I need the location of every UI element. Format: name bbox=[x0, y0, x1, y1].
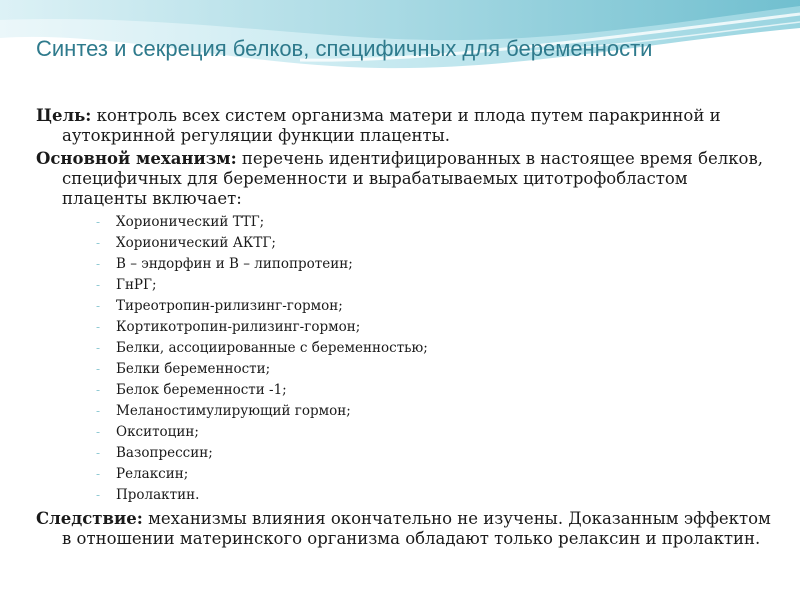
list-item-text: Меланостимулирующий гормон; bbox=[116, 403, 351, 419]
list-item bbox=[96, 233, 776, 254]
dash-bullet-icon: - bbox=[96, 341, 101, 355]
slide-body bbox=[36, 106, 776, 552]
dash-bullet-icon: - bbox=[96, 236, 101, 250]
slide-title: Синтез и секреция белков, специфичных для беременности bbox=[36, 36, 653, 61]
dash-bullet-icon: - bbox=[96, 320, 101, 334]
list-item-text: Хорионический ТТГ; bbox=[116, 214, 265, 230]
dash-bullet-icon: - bbox=[96, 446, 101, 460]
list-item bbox=[96, 338, 776, 359]
dash-bullet-icon: - bbox=[96, 404, 101, 418]
list-item bbox=[96, 422, 776, 443]
list-item-text: ГнРГ; bbox=[116, 277, 157, 293]
consequence-text: механизмы влияния окончательно не изучены. Доказанным эффектом в отношении материнского организма обладают только релаксин и пролактин. bbox=[62, 509, 771, 548]
list-item bbox=[96, 464, 776, 485]
list-item-text: Пролактин. bbox=[116, 487, 200, 503]
dash-bullet-icon: - bbox=[96, 278, 101, 292]
list-item-text: Вазопрессин; bbox=[116, 445, 213, 461]
list-item-text: Белки беременности; bbox=[116, 361, 271, 377]
list-item bbox=[96, 485, 776, 506]
mechanism-label: Основной механизм: bbox=[36, 149, 237, 168]
dash-bullet-icon: - bbox=[96, 362, 101, 376]
list-item bbox=[96, 317, 776, 338]
list-item-text: Хорионический АКТГ; bbox=[116, 235, 276, 251]
dash-bullet-icon: - bbox=[96, 215, 101, 229]
list-item-text: Белки, ассоциированные с беременностью; bbox=[116, 340, 428, 356]
list-item bbox=[96, 443, 776, 464]
dash-bullet-icon: - bbox=[96, 383, 101, 397]
list-item-text: В – эндорфин и В – липопротеин; bbox=[116, 256, 353, 272]
dash-bullet-icon: - bbox=[96, 299, 101, 313]
dash-bullet-icon: - bbox=[96, 467, 101, 481]
list-item bbox=[96, 212, 776, 233]
list-item-text: Белок беременности -1; bbox=[116, 382, 287, 398]
list-item-text: Кортикотропин-рилизинг-гормон; bbox=[116, 319, 361, 335]
list-item bbox=[96, 401, 776, 422]
goal-label: Цель: bbox=[36, 106, 92, 125]
dash-bullet-icon: - bbox=[96, 488, 101, 502]
list-item bbox=[96, 275, 776, 296]
dash-bullet-icon: - bbox=[96, 257, 101, 271]
consequence-label: Следствие: bbox=[36, 509, 143, 528]
list-item bbox=[96, 296, 776, 317]
list-item bbox=[96, 254, 776, 275]
protein-list bbox=[36, 212, 776, 506]
consequence-paragraph bbox=[36, 509, 776, 549]
list-item bbox=[96, 359, 776, 380]
list-item-text: Окситоцин; bbox=[116, 424, 199, 440]
mechanism-text: перечень идентифицированных в настоящее время белков, специфичных для беременности и вырабатываемых цитотрофобластом плаценты включает: bbox=[62, 149, 764, 208]
list-item bbox=[96, 380, 776, 401]
goal-text: контроль всех систем организма матери и плода путем паракринной и аутокринной регуляции функции плаценты. bbox=[62, 106, 721, 145]
mechanism-paragraph bbox=[36, 149, 776, 209]
dash-bullet-icon: - bbox=[96, 425, 101, 439]
list-item-text: Тиреотропин-рилизинг-гормон; bbox=[116, 298, 343, 314]
list-item-text: Релаксин; bbox=[116, 466, 189, 482]
goal-paragraph bbox=[36, 106, 776, 146]
